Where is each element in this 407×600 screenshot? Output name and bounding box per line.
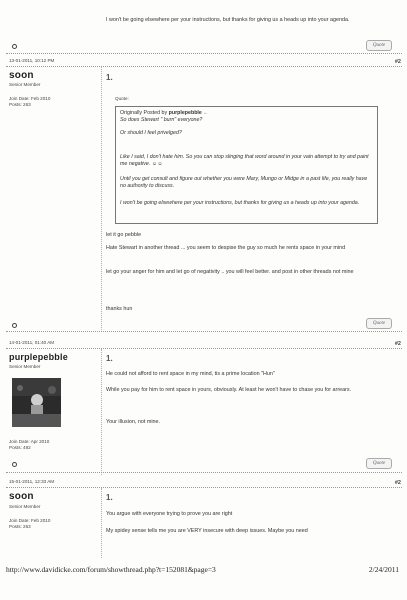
post-body-line: Your illusion, not mine. xyxy=(106,419,161,425)
user-rank: Senior Member xyxy=(9,504,41,509)
post-body-line: let it go pebble xyxy=(106,232,142,238)
page-url[interactable]: http://www.davidicke.com/forum/showthread.php?t=152081&page=3 xyxy=(6,565,216,574)
post-date: 15-01-2011, 12:33 AM xyxy=(9,479,55,484)
post-number[interactable]: #2 xyxy=(394,341,401,347)
post-title-mark: 1. xyxy=(106,354,113,363)
quote-label: Quote: xyxy=(115,96,129,101)
post-body-line: let go your anger for him and let go of negativity .. you will feel better. and post in other threads not mine xyxy=(106,269,354,275)
quote-author[interactable]: purplepebble xyxy=(168,110,202,116)
post-separator xyxy=(6,487,402,488)
previous-post-tail: I won't be going elsewhere per your instructions, but thanks for giving us a heads up into your agenda. xyxy=(106,17,350,23)
post-separator xyxy=(6,348,402,349)
join-date: Join Date: Feb 2010 xyxy=(9,518,51,523)
join-date: Join Date: Feb 2010 xyxy=(9,96,51,101)
username[interactable]: soon xyxy=(9,491,34,502)
post-body-line: You argue with everyone trying to prove you are right xyxy=(106,511,233,517)
quote-block xyxy=(115,106,378,224)
quote-line: So does Stewart " burn" everyone? xyxy=(120,117,203,123)
post-body-line: While you pay for him to rent space in yours, obviously. At least he won't have to chase you for arrears. xyxy=(106,387,352,393)
user-rank: Senior Member xyxy=(9,364,41,369)
post-title-mark: 1. xyxy=(106,73,113,82)
post-count: Posts: 263 xyxy=(9,102,31,107)
quote-button[interactable]: Quote xyxy=(366,40,392,51)
post-status-icon xyxy=(12,44,17,49)
quote-line: I won't be going elsewhere per your instructions, but thanks for giving us a heads up into your agenda. xyxy=(120,200,360,206)
quote-attribution-prefix: Originally Posted by xyxy=(120,110,168,116)
post-status-icon xyxy=(12,323,17,328)
post-separator xyxy=(6,331,402,332)
user-rank: Senior Member xyxy=(9,82,41,87)
quote-line: Until you get consult and figure out whether you were Mary, Mungo or Midge in a past life, you really have no authority to discuss. xyxy=(120,176,368,189)
column-divider xyxy=(101,67,102,332)
post-separator xyxy=(6,53,402,54)
post-date: 13-01-2011, 10:12 PM xyxy=(9,58,55,63)
post-body-line: My spidey sense tells me you are VERY insecure with deep issues. Maybe you need xyxy=(106,528,308,534)
username[interactable]: soon xyxy=(9,70,34,81)
post-body-line: thanks hun xyxy=(106,306,133,312)
join-date: Join Date: Apr 2010 xyxy=(9,439,50,444)
column-divider xyxy=(101,488,102,558)
quote-button[interactable]: Quote xyxy=(366,318,392,329)
post-body-line: Hate Stewart in another thread ... you seem to despise the guy so much he rents space in your mind xyxy=(106,245,346,251)
username[interactable]: purplepebble xyxy=(9,352,68,362)
print-date: 2/24/2011 xyxy=(368,565,399,574)
post-body-line: He could not afford to rent space in my mind, tis a prime location "Hun" xyxy=(106,371,275,377)
avatar-image xyxy=(12,378,61,427)
quote-attribution xyxy=(120,110,372,117)
post-separator xyxy=(6,66,402,67)
post-separator xyxy=(6,472,402,473)
post-number[interactable]: #2 xyxy=(394,59,401,65)
quote-line: Like I said, I don't hate him. So you can stop slinging that word around in your vain attempt to try and paint me negative. ☺☺ xyxy=(120,154,369,167)
post-status-icon xyxy=(12,462,17,467)
avatar[interactable] xyxy=(12,378,61,427)
post-date: 14-01-2011, 01:40 AM xyxy=(9,340,55,345)
post-number[interactable]: #2 xyxy=(394,480,401,486)
quote-line: Or should I feel privelged? xyxy=(120,130,182,136)
view-post-icon[interactable]: ← xyxy=(203,110,209,116)
quote-button[interactable]: Quote xyxy=(366,458,392,469)
post-count: Posts: 263 xyxy=(9,524,31,529)
column-divider xyxy=(101,349,102,475)
post-count: Posts: 492 xyxy=(9,445,31,450)
post-title-mark: 1. xyxy=(106,493,113,502)
